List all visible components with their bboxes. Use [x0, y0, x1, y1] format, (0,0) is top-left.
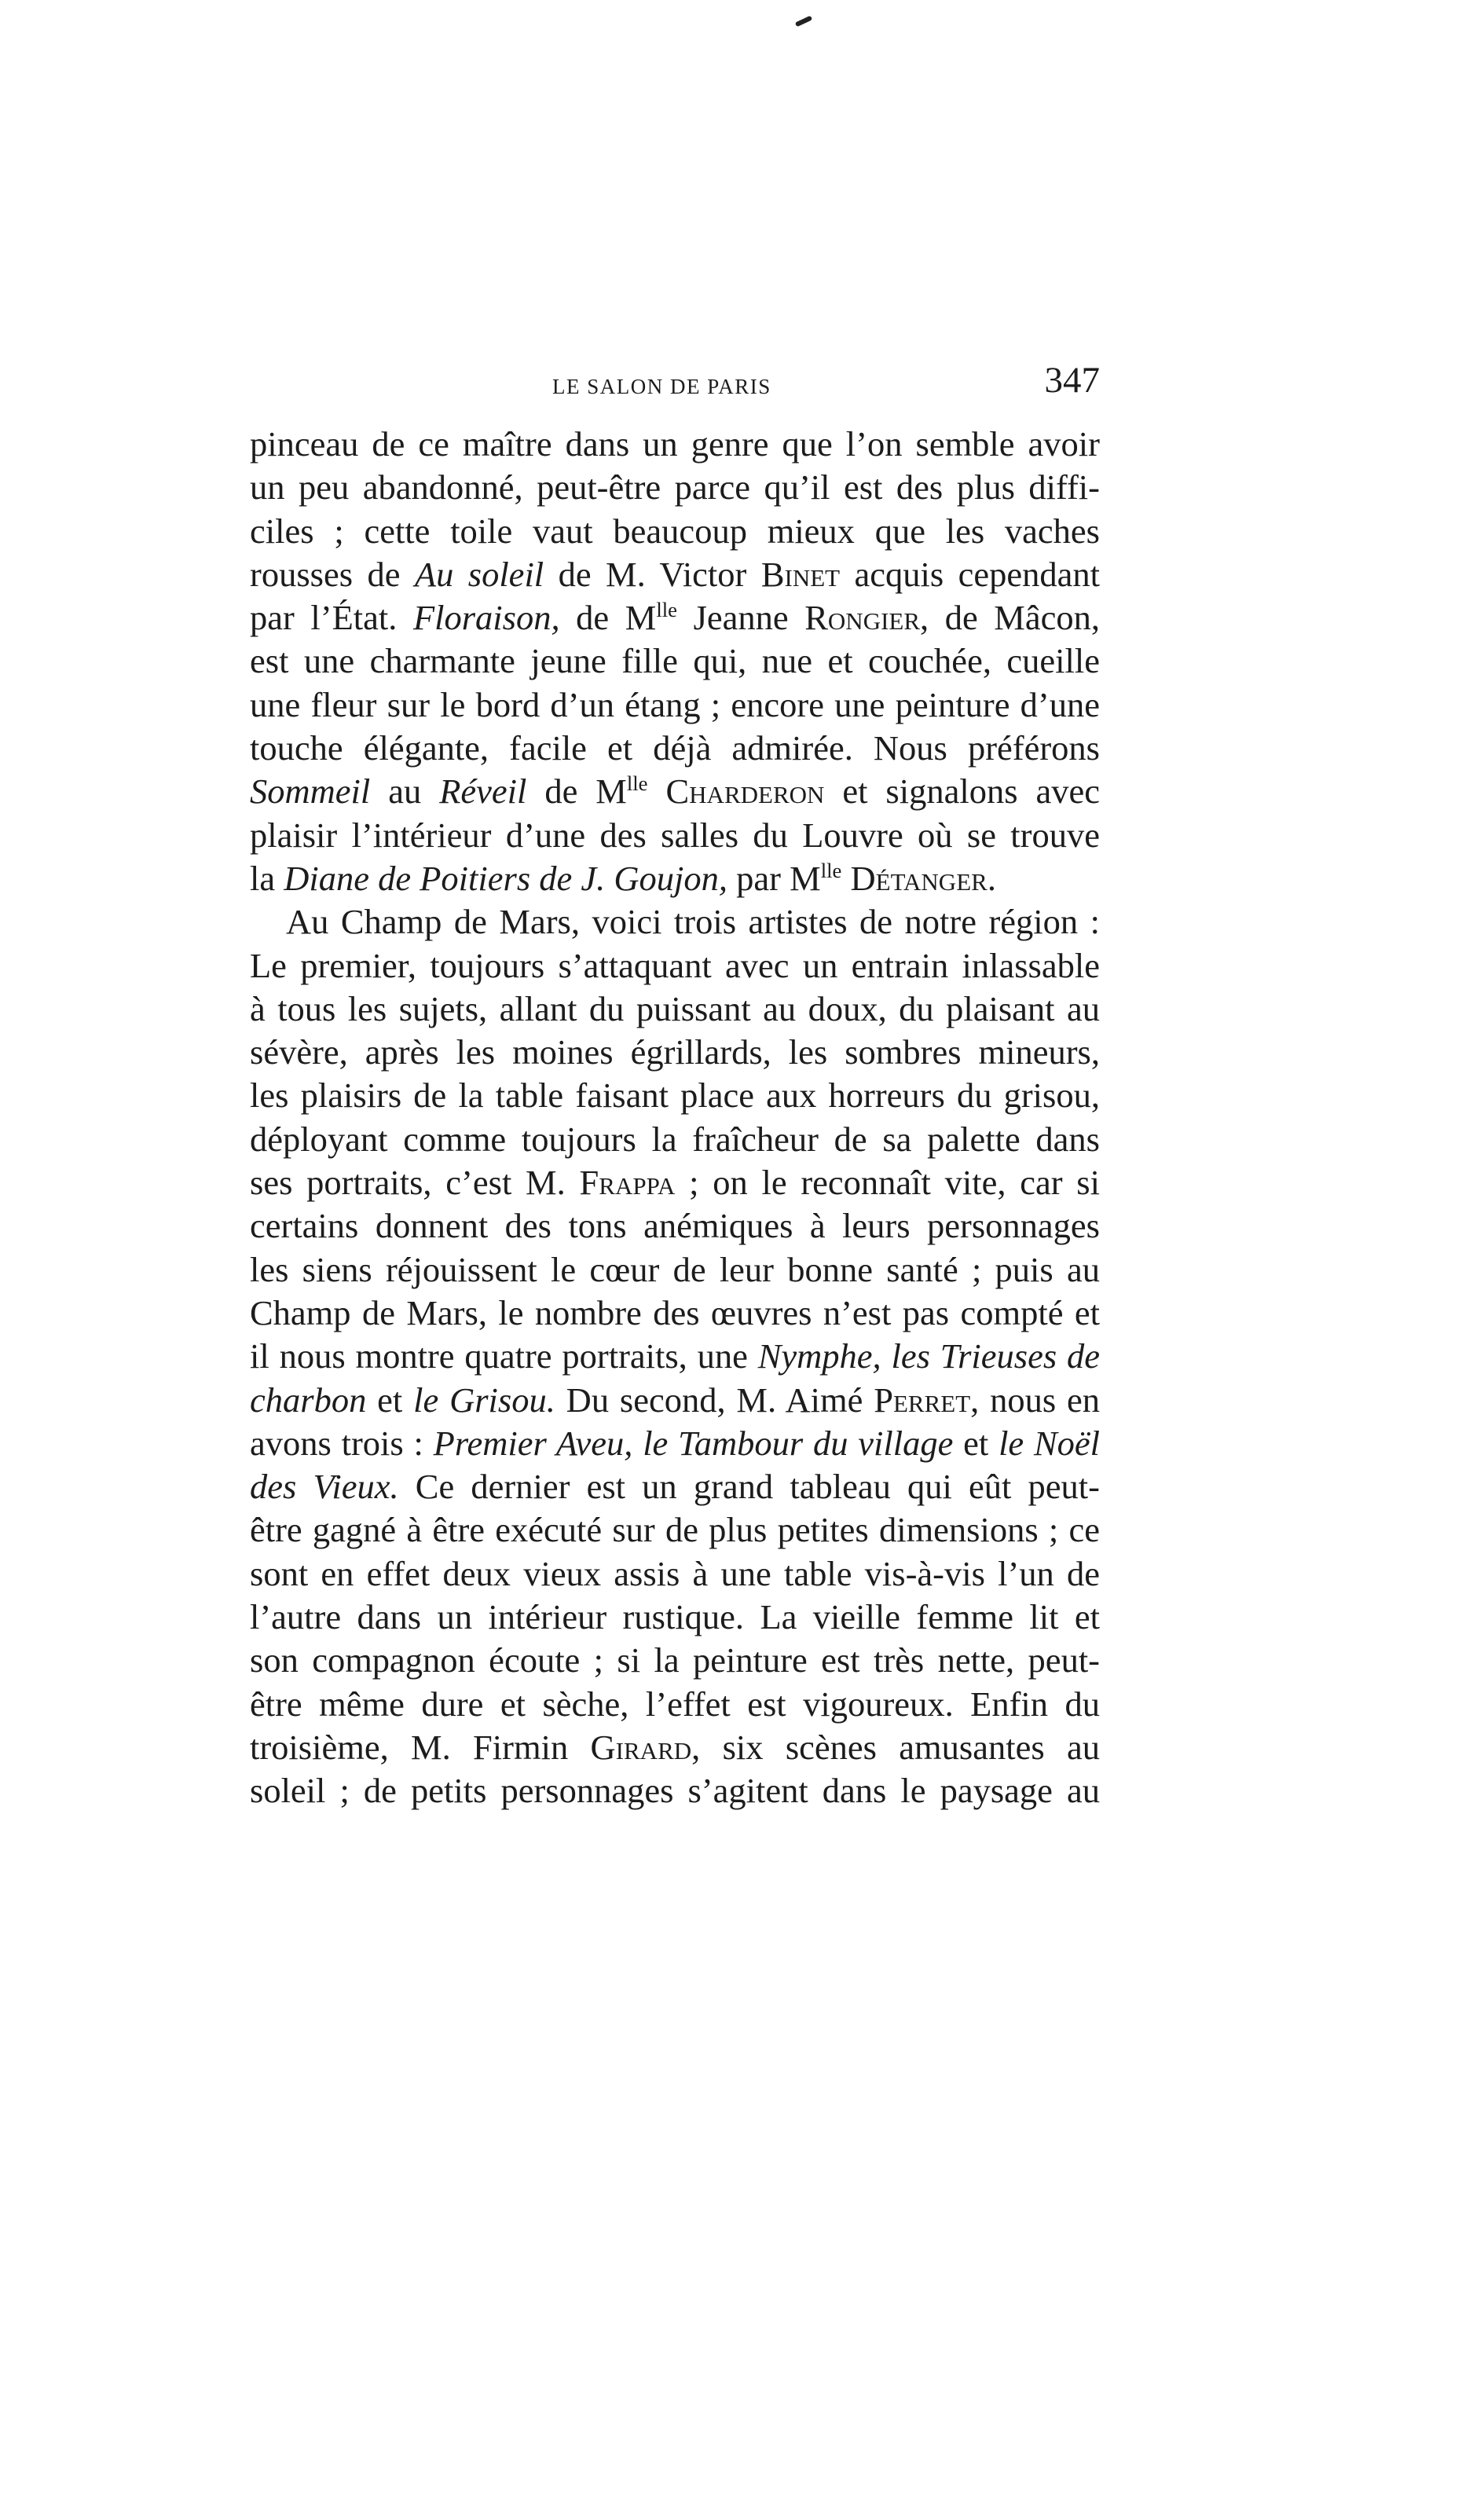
text-line: rousses de Au soleil de M. Victor Binet acquis cependant — [250, 554, 1100, 594]
text-line: ses portraits, c’est M. Frappa ; on le reconnaît vite, car si — [250, 1163, 1100, 1203]
page-number: 347 — [1044, 360, 1100, 401]
italic-title: Au soleil — [414, 554, 544, 594]
text-line: il nous montre quatre portraits, une Nymphe, les Trieuses de — [250, 1336, 1100, 1376]
artist-name: Charderon — [665, 771, 825, 812]
text-line: être même dure et sèche, l’effet est vigoureux. Enfin du — [250, 1684, 1100, 1724]
text-line: être gagné à être exécuté sur de plus petites dimensions ; ce — [250, 1510, 1100, 1550]
text-line: Champ de Mars, le nombre des œuvres n’est pas compté et — [250, 1292, 1100, 1332]
text-line: l’autre dans un intérieur rustique. La vieille femme lit et — [250, 1597, 1100, 1637]
italic-title: Premier Aveu, le Tambour du village — [433, 1423, 954, 1463]
text-line: sont en effet deux vieux assis à une table vis-à-vis l’un de — [250, 1553, 1100, 1593]
page-header — [250, 357, 1100, 428]
text-line: troisième, M. Firmin Girard, six scènes amusantes au — [250, 1727, 1100, 1767]
text-line: des Vieux. Ce dernier est un grand tableau qui eût peut- — [250, 1467, 1100, 1507]
text-line: certains donnent des tons anémiques à leurs personnages — [250, 1206, 1100, 1246]
paragraph — [250, 900, 1100, 1812]
italic-title: le Grisou. — [413, 1380, 555, 1420]
superscript: lle — [656, 598, 678, 622]
running-title: LE SALON DE PARIS — [552, 375, 771, 398]
italic-title: Nymphe, les Trieuses de — [757, 1336, 1100, 1376]
text-line: avons trois : Premier Aveu, le Tambour du village et le Noël — [250, 1423, 1101, 1463]
text-line: Au Champ de Mars, voici trois artistes de notre région : — [286, 902, 1100, 942]
italic-title: Floraison, — [412, 598, 560, 638]
text-line: par l’État. Floraison, de $M^{lle}$ Jeanne Rongier, de Mâcon, — [250, 598, 1100, 638]
text-line: la Diane de Poitiers de J. Goujon, par $M^{lle}$ Détanger. — [250, 858, 996, 898]
italic-title: des Vieux. — [250, 1467, 399, 1507]
paragraph — [250, 423, 1100, 900]
text-line: un peu abandonné, peut-être parce qu’il est des plus diffi- — [250, 467, 1100, 508]
ink-smudge-mark — [795, 16, 812, 27]
italic-title: Diane de Poitiers de J. Goujon, — [284, 858, 728, 898]
text-line: les siens réjouissent le cœur de leur bonne santé ; puis au — [250, 1249, 1100, 1289]
artist-name: Détanger — [850, 858, 988, 898]
text-line: les plaisirs de la table faisant place aux horreurs du grisou, — [250, 1076, 1100, 1116]
body-text — [250, 423, 1100, 1813]
text-line: Le premier, toujours s’attaquant avec un entrain inlassable — [250, 945, 1100, 985]
superscript: lle — [626, 771, 648, 796]
text-line: est une charmante jeune fille qui, nue et couchée, cueille — [250, 641, 1100, 681]
text-line: touche élégante, facile et déjà admirée. Nous préférons — [250, 728, 1100, 768]
text-line: une fleur sur le bord d’un étang ; encore une peinture d’une — [250, 684, 1100, 724]
artist-name: Frappa — [579, 1163, 676, 1203]
text-line: déployant comme toujours la fraîcheur de sa palette dans — [250, 1119, 1100, 1159]
italic-title: charbon — [250, 1380, 367, 1420]
artist-name: Binet — [760, 554, 841, 594]
text-line: pinceau de ce maître dans un genre que l’on semble avoir — [250, 424, 1100, 464]
superscript: lle — [820, 858, 842, 882]
text-line: son compagnon écoute ; si la peinture est très nette, peut- — [250, 1640, 1100, 1680]
text-line: Sommeil au Réveil de $M^{lle}$ Charderon et signalons avec — [250, 771, 1100, 812]
text-line: sévère, après les moines égrillards, les sombres mineurs, — [250, 1032, 1100, 1072]
text-line: plaisir l’intérieur d’une des salles du Louvre où se trouve — [250, 815, 1100, 855]
artist-name: Rongier — [804, 598, 921, 638]
italic-title: Sommeil — [250, 771, 371, 812]
artist-name: Perret — [874, 1380, 971, 1420]
italic-title: le Noël — [998, 1423, 1101, 1463]
text-line: soleil ; de petits personnages s’agitent dans le paysage au — [250, 1771, 1100, 1811]
artist-name: Girard — [590, 1727, 692, 1767]
text-line: ciles ; cette toile vaut beaucoup mieux que les vaches — [250, 511, 1100, 551]
text-line: à tous les sujets, allant du puissant au doux, du plaisant au — [250, 988, 1100, 1028]
italic-title: Réveil — [439, 771, 527, 812]
text-line: charbon et le Grisou. Du second, M. Aimé Perret, nous en — [250, 1380, 1101, 1420]
